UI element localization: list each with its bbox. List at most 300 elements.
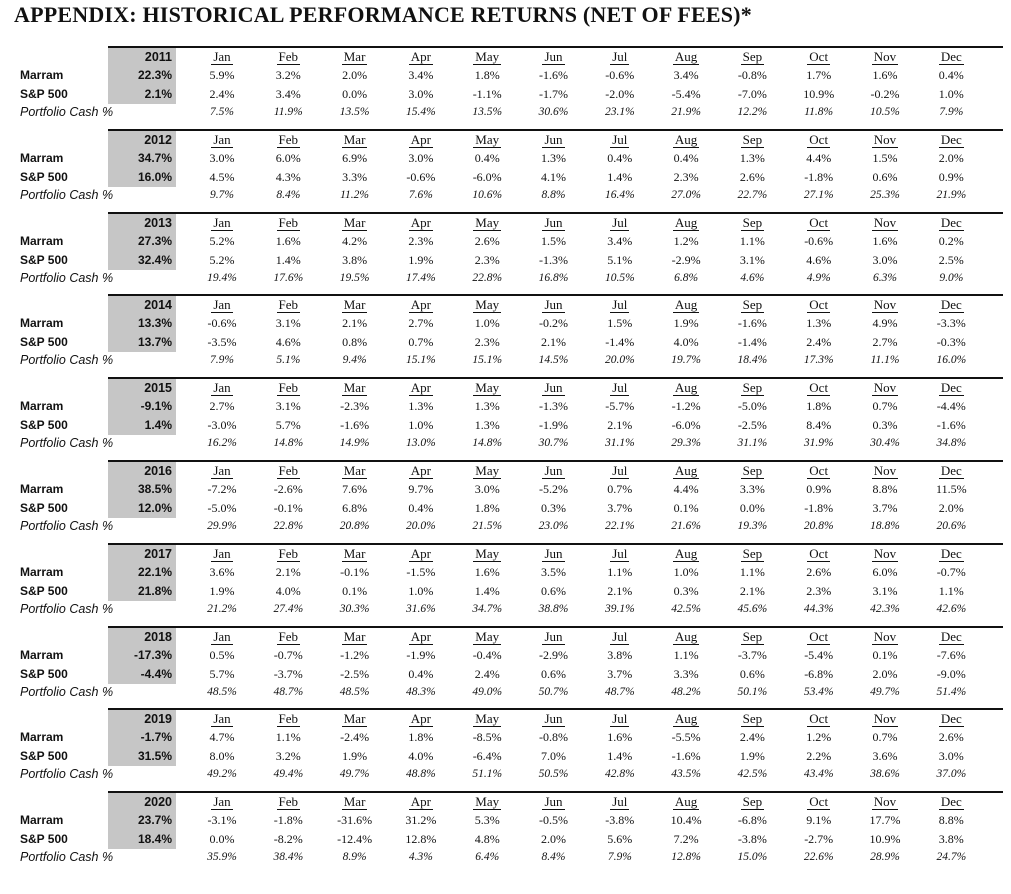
month-label: Jul: [612, 131, 628, 147]
month-header: [720, 131, 784, 149]
sp500-value: 0.3%: [872, 418, 898, 433]
cash-value: 50.7%: [538, 685, 569, 698]
month-header: [588, 545, 652, 563]
cash-value: 43.5%: [671, 768, 701, 781]
month-header: [455, 131, 519, 149]
sp500-value: 4.6%: [275, 335, 301, 350]
month-header: [190, 214, 254, 232]
marram-value: 3.3%: [739, 481, 765, 496]
month-label: Aug: [674, 794, 698, 810]
cash-value: 37.0%: [936, 768, 967, 781]
month-label: Jul: [612, 297, 628, 313]
year-header-row: [0, 626, 1011, 644]
cash-value: 20.6%: [936, 519, 967, 532]
cash-value: 23.1%: [604, 106, 635, 118]
marram-value: 2.1%: [342, 316, 368, 331]
month-header: [787, 214, 851, 232]
ytd-marram: 13.3%: [137, 316, 172, 331]
sp500-value: 1.9%: [739, 749, 765, 764]
year-block-2017: [0, 543, 1011, 626]
month-header: [389, 793, 453, 811]
cash-value: 30.4%: [870, 437, 900, 450]
sp500-value: -6.0%: [472, 169, 502, 184]
month-label: Oct: [809, 214, 829, 230]
sp500-value: 3.0%: [408, 87, 434, 101]
cash-value: 34.8%: [936, 437, 967, 450]
ytd-marram: 22.3%: [137, 68, 172, 82]
month-label: Jul: [612, 380, 628, 396]
sp500-value: -3.8%: [737, 832, 767, 847]
cash-value: 27.1%: [803, 188, 834, 201]
month-header: [919, 710, 983, 728]
month-header: [919, 379, 983, 397]
ytd-marram: -17.3%: [133, 647, 172, 662]
cash-value: 11.8%: [804, 106, 834, 118]
month-label: Jun: [544, 545, 563, 561]
marram-value: 0.4%: [938, 68, 964, 82]
month-label: Oct: [809, 545, 829, 561]
month-label: Jul: [612, 214, 628, 230]
cash-value: 48.3%: [406, 685, 436, 698]
marram-value: 3.8%: [607, 647, 633, 662]
marram-value: -7.6%: [936, 647, 966, 662]
marram-value: 1.8%: [806, 399, 832, 414]
marram-value: 3.2%: [275, 68, 301, 82]
marram-value: 3.4%: [607, 233, 633, 248]
cash-value: 7.9%: [607, 851, 632, 864]
month-header: [787, 545, 851, 563]
sp500-value: -1.4%: [605, 335, 635, 350]
month-label: Nov: [873, 711, 897, 727]
sp500-value: 3.2%: [275, 749, 301, 764]
cash-value: 19.7%: [671, 354, 701, 367]
month-header: [190, 296, 254, 314]
cash-value: 49.4%: [273, 768, 304, 781]
sp500-value: 0.0%: [209, 832, 235, 847]
marram-value: 1.1%: [673, 647, 699, 662]
month-header: [323, 628, 387, 646]
month-header: [522, 131, 586, 149]
marram-value: 0.7%: [872, 399, 898, 414]
month-label: Apr: [410, 628, 431, 644]
month-header: [522, 545, 586, 563]
month-label: Sep: [742, 380, 763, 396]
marram-value: 5.2%: [209, 233, 235, 248]
month-label: Feb: [278, 297, 299, 313]
sp500-value: 8.0%: [209, 749, 235, 764]
month-label: Nov: [873, 214, 897, 230]
sp500-value: -1.1%: [472, 87, 502, 101]
cash-value: 7.6%: [408, 188, 433, 201]
month-label: Apr: [410, 794, 431, 810]
month-header: [323, 793, 387, 811]
month-label: Feb: [278, 49, 299, 64]
sp500-value: 1.4%: [607, 169, 633, 184]
row-label-sp500: S&P 500: [20, 169, 68, 184]
month-label: Dec: [940, 794, 962, 810]
sp500-value: 1.4%: [474, 583, 500, 598]
ytd-marram: -9.1%: [140, 399, 172, 414]
month-label: Jan: [213, 380, 231, 396]
cash-value: 14.5%: [538, 354, 569, 367]
marram-value: -1.5%: [406, 564, 436, 579]
month-label: Mar: [343, 628, 366, 644]
sp500-value: -1.9%: [539, 418, 568, 433]
sp500-value: 0.4%: [408, 500, 434, 515]
month-header: [455, 545, 519, 563]
cash-value: 11.9%: [273, 106, 303, 118]
cash-value: 8.8%: [541, 188, 566, 201]
month-label: Feb: [278, 545, 299, 561]
month-header: [588, 628, 652, 646]
month-label: Nov: [873, 380, 897, 396]
marram-value: 6.0%: [872, 564, 898, 579]
month-header: [654, 793, 718, 811]
month-header: [853, 628, 917, 646]
month-label: Mar: [343, 711, 366, 727]
sp500-value: 2.2%: [806, 749, 832, 764]
month-header: [522, 296, 586, 314]
marram-value: 1.5%: [872, 150, 898, 165]
marram-value: 8.8%: [938, 813, 964, 828]
sp500-value: -3.7%: [273, 666, 303, 681]
marram-value: 3.5%: [541, 564, 566, 579]
marram-value: 6.0%: [275, 150, 301, 165]
month-label: Apr: [410, 462, 431, 478]
sp500-value: 2.3%: [673, 169, 699, 184]
month-header: [256, 296, 320, 314]
month-header: [389, 462, 453, 480]
sp500-value: 10.9%: [803, 87, 835, 101]
marram-value: 1.2%: [673, 233, 699, 248]
marram-value: 3.0%: [209, 150, 235, 165]
month-label: Jun: [544, 49, 563, 64]
sp500-value: 3.7%: [872, 500, 898, 515]
cash-value: 42.3%: [870, 602, 900, 615]
marram-value: 4.4%: [673, 481, 699, 496]
sp500-value: 2.7%: [872, 335, 898, 350]
cash-value: 34.7%: [472, 602, 503, 615]
month-label: Jun: [544, 462, 563, 478]
month-header: [919, 793, 983, 811]
sp500-value: 8.4%: [806, 418, 832, 433]
year-label: 2019: [144, 712, 172, 727]
cash-value: 48.8%: [406, 768, 436, 781]
month-header: [720, 793, 784, 811]
month-label: Nov: [873, 462, 897, 478]
month-header: [588, 214, 652, 232]
month-header: [654, 710, 718, 728]
cash-value: 30.7%: [538, 437, 569, 450]
marram-value: 0.5%: [209, 647, 235, 662]
month-header: [720, 545, 784, 563]
marram-value: 1.3%: [739, 150, 765, 165]
month-label: Nov: [873, 131, 897, 147]
month-header: [190, 793, 254, 811]
ytd-marram: 22.1%: [137, 564, 172, 579]
month-header: [787, 48, 851, 66]
month-label: May: [475, 49, 500, 64]
month-label: Apr: [410, 545, 431, 561]
cash-value: 22.7%: [737, 188, 768, 201]
month-header: [455, 628, 519, 646]
cash-value: 25.3%: [870, 188, 900, 201]
month-label: Jan: [213, 794, 231, 810]
year-header-row: [0, 708, 1011, 726]
cash-value: 42.8%: [604, 768, 635, 781]
ytd-sp500: -4.4%: [140, 666, 172, 681]
sp500-value: 1.0%: [408, 583, 434, 598]
month-label: Oct: [809, 131, 829, 147]
marram-value: 1.1%: [739, 564, 765, 579]
marram-value: 6.9%: [342, 150, 368, 165]
sp500-value: 0.0%: [739, 500, 765, 515]
marram-value: 1.3%: [474, 399, 500, 414]
month-header: [787, 296, 851, 314]
month-header: [455, 214, 519, 232]
month-header: [853, 793, 917, 811]
sp500-value: 3.7%: [607, 500, 633, 515]
month-header: [853, 379, 917, 397]
row-label-marram: Marram: [20, 399, 64, 414]
marram-value: -1.2%: [671, 399, 701, 414]
month-header: [919, 214, 983, 232]
cash-value: 24.7%: [936, 851, 967, 864]
cash-value: 20.8%: [339, 519, 370, 532]
month-label: Jan: [213, 628, 231, 644]
month-header: [455, 710, 519, 728]
cash-value: 30.3%: [339, 602, 370, 615]
sp500-value: -2.7%: [804, 832, 834, 847]
marram-value: -0.8%: [737, 68, 767, 82]
sp500-value: -2.0%: [605, 87, 635, 101]
month-header: [190, 545, 254, 563]
month-header: [522, 379, 586, 397]
month-label: Jan: [213, 49, 231, 64]
marram-value: -1.8%: [273, 813, 303, 828]
sp500-value: 2.1%: [541, 335, 566, 350]
month-label: Sep: [742, 794, 763, 810]
year-label: 2018: [144, 629, 172, 644]
sp500-value: 2.3%: [474, 335, 500, 350]
marram-value: -6.8%: [737, 813, 767, 828]
month-label: Dec: [940, 711, 962, 727]
sp500-value: 1.9%: [408, 252, 434, 267]
cash-value: 6.3%: [873, 271, 897, 284]
month-label: Dec: [940, 297, 962, 313]
row-label-marram: Marram: [20, 68, 64, 82]
month-header: [455, 296, 519, 314]
ytd-sp500: 2.1%: [144, 87, 172, 101]
sp500-value: 12.8%: [405, 832, 437, 847]
month-label: Apr: [410, 711, 431, 727]
month-label: Dec: [940, 462, 962, 478]
year-header-row: [0, 460, 1011, 478]
marram-value: 1.1%: [739, 233, 765, 248]
marram-value: 3.0%: [408, 150, 434, 165]
sp500-value: -1.4%: [737, 335, 767, 350]
month-header: [654, 545, 718, 563]
marram-value: 1.1%: [607, 564, 633, 579]
month-label: Oct: [809, 380, 829, 396]
sp500-value: 2.1%: [607, 583, 633, 598]
cash-value: 21.5%: [472, 519, 503, 532]
sp500-value: 0.1%: [342, 583, 368, 598]
sp500-value: 0.9%: [938, 169, 964, 184]
month-header: [588, 462, 652, 480]
marram-value: -2.6%: [273, 481, 303, 496]
sp500-value: 1.1%: [938, 583, 964, 598]
sp500-value: 2.3%: [806, 583, 832, 598]
month-label: Dec: [940, 131, 962, 147]
month-header: [256, 462, 320, 480]
sp500-value: 0.3%: [673, 583, 699, 598]
cash-value: 51.1%: [472, 768, 503, 781]
month-header: [455, 793, 519, 811]
marram-value: 1.7%: [806, 68, 832, 82]
marram-value: 3.6%: [209, 564, 235, 579]
marram-value: 4.4%: [806, 150, 832, 165]
cash-value: 22.1%: [604, 519, 635, 532]
month-header: [522, 462, 586, 480]
month-header: [720, 296, 784, 314]
sp500-value: 6.8%: [342, 500, 368, 515]
marram-value: -2.3%: [340, 399, 370, 414]
month-label: Jun: [544, 131, 563, 147]
sp500-value: 5.1%: [607, 252, 633, 267]
cash-value: 10.5%: [604, 271, 635, 284]
month-header: [787, 793, 851, 811]
cash-value: 11.1%: [870, 354, 900, 367]
sp500-value: 2.4%: [209, 87, 235, 101]
cash-value: 22.6%: [803, 851, 834, 864]
cash-value: 22.8%: [472, 271, 503, 284]
month-label: Oct: [809, 628, 829, 644]
sp500-value: -0.2%: [870, 87, 900, 101]
month-label: May: [475, 545, 500, 561]
sp500-value: 4.3%: [275, 169, 301, 184]
cash-value: 10.5%: [870, 106, 900, 118]
cash-value: 14.9%: [339, 437, 370, 450]
cash-value: 31.9%: [803, 437, 834, 450]
month-label: Mar: [343, 794, 366, 810]
marram-value: 5.9%: [209, 68, 235, 82]
marram-value: 3.1%: [275, 399, 301, 414]
month-header: [389, 214, 453, 232]
month-header: [654, 48, 718, 66]
month-header: [588, 131, 652, 149]
cash-value: 7.5%: [210, 106, 234, 118]
cash-value: 16.8%: [538, 271, 569, 284]
month-header: [389, 296, 453, 314]
row-label-cash: Portfolio Cash %: [20, 601, 114, 616]
sp500-value: -1.8%: [804, 500, 834, 515]
marram-value: -5.5%: [671, 730, 701, 745]
month-header: [588, 48, 652, 66]
month-header: [256, 545, 320, 563]
month-label: May: [475, 794, 500, 810]
marram-value: 1.6%: [474, 564, 500, 579]
cash-value: 48.7%: [273, 685, 304, 698]
month-header: [522, 48, 586, 66]
sp500-value: 3.8%: [938, 832, 964, 847]
row-label-sp500: S&P 500: [20, 749, 68, 764]
month-header: [389, 628, 453, 646]
month-header: [919, 628, 983, 646]
month-header: [787, 462, 851, 480]
year-header-row: [0, 377, 1011, 395]
month-label: Feb: [278, 794, 299, 810]
marram-value: -0.6%: [804, 233, 834, 248]
month-header: [654, 462, 718, 480]
marram-value: 4.2%: [342, 233, 368, 248]
sp500-value: 4.0%: [673, 335, 699, 350]
month-header: [522, 710, 586, 728]
cash-value: 39.1%: [604, 602, 635, 615]
cash-value: 5.1%: [276, 354, 301, 367]
month-label: Jan: [213, 711, 231, 727]
sp500-value: 2.0%: [938, 500, 964, 515]
sp500-value: -6.8%: [804, 666, 834, 681]
cash-value: 29.3%: [671, 437, 701, 450]
marram-value: 0.1%: [872, 647, 898, 662]
cash-value: 27.0%: [671, 188, 701, 201]
sp500-value: 3.3%: [673, 666, 699, 681]
marram-value: -1.2%: [340, 647, 370, 662]
cash-value: 30.6%: [538, 106, 569, 118]
marram-value: -1.6%: [539, 68, 568, 82]
cash-value: 48.5%: [339, 685, 370, 698]
marram-value: 31.2%: [405, 813, 437, 828]
sp500-value: -2.5%: [737, 418, 767, 433]
month-label: Mar: [343, 462, 366, 478]
marram-value: -8.5%: [472, 730, 502, 745]
month-label: Oct: [809, 49, 829, 64]
month-label: May: [475, 380, 500, 396]
marram-value: 9.1%: [806, 813, 832, 828]
year-block-2011: [0, 46, 1011, 129]
month-header: [256, 710, 320, 728]
marram-value: -5.7%: [605, 399, 635, 414]
marram-value: 2.1%: [275, 564, 301, 579]
row-label-marram: Marram: [20, 150, 64, 165]
sp500-value: 0.1%: [673, 500, 699, 515]
cash-value: 9.7%: [210, 188, 234, 201]
marram-value: 1.8%: [408, 730, 434, 745]
sp500-value: 0.6%: [872, 169, 898, 184]
sp500-value: -6.0%: [671, 418, 701, 433]
performance-tables: [0, 46, 1011, 874]
marram-value: -0.2%: [539, 316, 568, 331]
sp500-value: -1.6%: [671, 749, 701, 764]
year-label: 2017: [144, 546, 172, 561]
marram-value: 1.3%: [541, 150, 566, 165]
month-label: May: [475, 297, 500, 313]
month-header: [389, 710, 453, 728]
row-label-cash: Portfolio Cash %: [20, 353, 114, 368]
month-label: Mar: [343, 49, 366, 64]
month-header: [190, 710, 254, 728]
year-block-2020: [0, 791, 1011, 874]
month-label: Sep: [742, 214, 763, 230]
sp500-value: 3.6%: [872, 749, 898, 764]
cash-value: 11.2%: [340, 188, 370, 201]
sp500-value: -0.6%: [406, 169, 436, 184]
row-label-cash: Portfolio Cash %: [20, 270, 114, 285]
year-label: 2016: [144, 463, 172, 478]
cash-value: 31.1%: [604, 437, 635, 450]
marram-value: 0.4%: [474, 150, 500, 165]
